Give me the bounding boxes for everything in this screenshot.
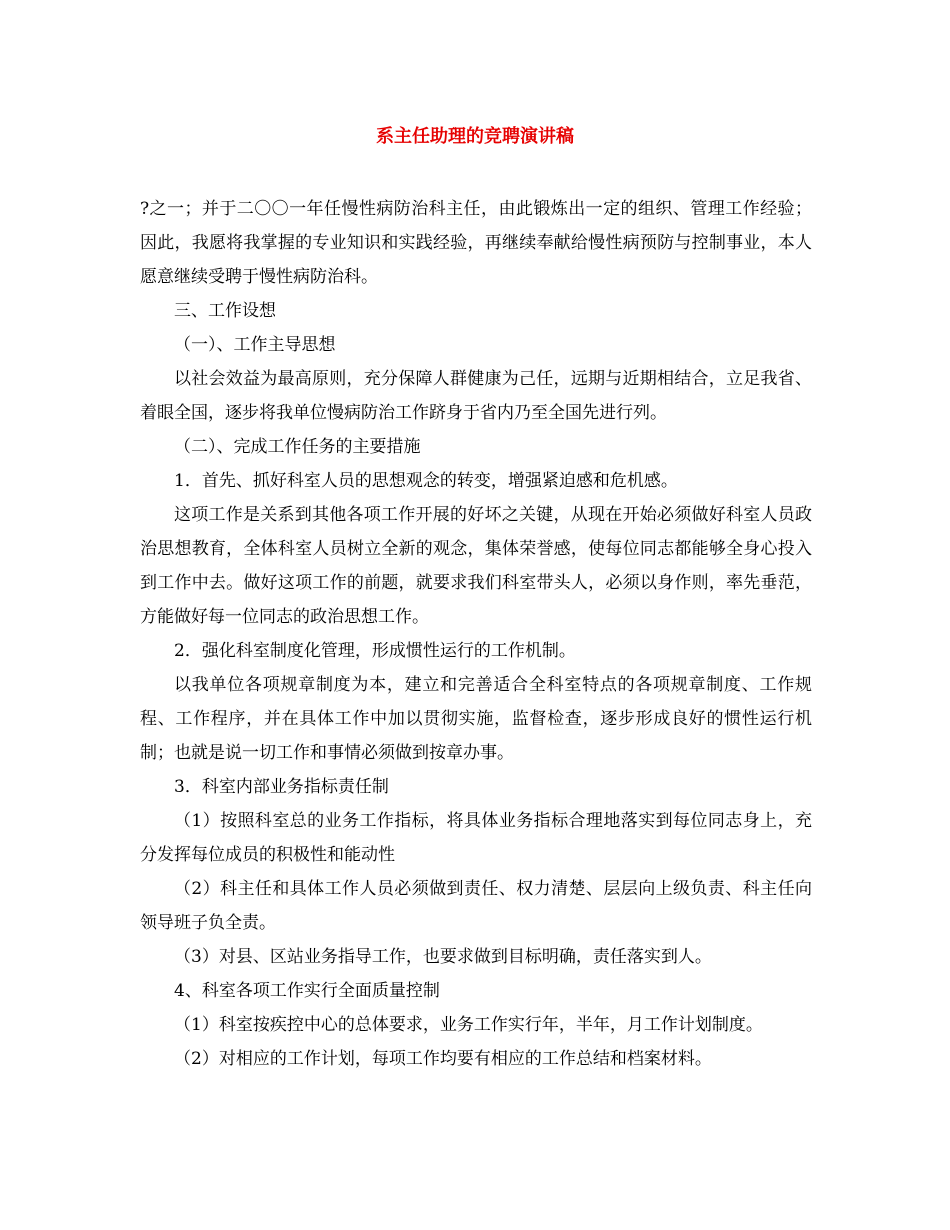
measure-1-heading: 1．首先、抓好科室人员的思想观念的转变，增强紧迫感和危机感。	[174, 471, 678, 491]
measure-4-heading: 4、科室各项工作实行全面质量控制	[174, 981, 440, 1001]
subsection-heading-guiding-idea: （一）、工作主导思想	[174, 335, 336, 355]
subsection-heading-measures: （二）、完成工作任务的主要措施	[174, 437, 421, 457]
measure-3-item-2: （2）科主任和具体工作人员必须做到责任、权力清楚、层层向上级负责、科主任向领导班子负全责。	[140, 879, 812, 933]
measure-3-item-1: （1）按照科室总的业务工作指标，将具体业务指标合理地落实到每位同志身上，充分发挥每位成员的积极性和能动性	[140, 811, 812, 865]
paragraph-1: ?之一；并于二〇〇一年任慢性病防治科主任，由此锻炼出一定的组织、管理工作经验；因此，我愿将我掌握的专业知识和实践经验，再继续奉献给慢性病预防与控制事业，本人愿意继续受聘于慢性病防治科。	[140, 199, 812, 287]
measure-4-item-1: （1）科室按疾控中心的总体要求，业务工作实行年，半年，月工作计划制度。	[174, 1015, 763, 1035]
paragraph-guiding-idea: 以社会效益为最高原则，充分保障人群健康为己任，远期与近期相结合，立足我省、着眼全国，逐步将我单位慢病防治工作跻身于省内乃至全国先进行列。	[140, 369, 812, 423]
measure-4-item-2: （2）对相应的工作计划，每项工作均要有相应的工作总结和档案材料。	[174, 1049, 712, 1069]
measure-1-body: 这项工作是关系到其他各项工作开展的好坏之关键，从现在开始必须做好科室人员政治思想教育，全体科室人员树立全新的观念，集体荣誉感，使每位同志都能够全身心投入到工作中去。做好这项工作的前题，就要求我们科室带头人，必须以身作则，率先垂范，方能做好每一位同志的政治思想工作。	[140, 505, 812, 627]
measure-2-heading: 2．强化科室制度化管理，形成惯性运行的工作机制。	[174, 641, 576, 661]
measure-2-body: 以我单位各项规章制度为本，建立和完善适合全科室特点的各项规章制度、工作规程、工作程序，并在具体工作中加以贯彻实施，监督检查，逐步形成良好的惯性运行机制；也就是说一切工作和事情必须做到按章办事。	[140, 675, 812, 763]
measure-3-heading: 3．科室内部业务指标责任制	[174, 777, 389, 797]
measure-3-item-3: （3）对县、区站业务指导工作，也要求做到目标明确，责任落实到人。	[174, 947, 712, 967]
section-heading-work-plan: 三、工作设想	[174, 301, 276, 321]
document-title: 系主任助理的竞聘演讲稿	[376, 126, 574, 147]
document-body	[140, 192, 812, 1076]
